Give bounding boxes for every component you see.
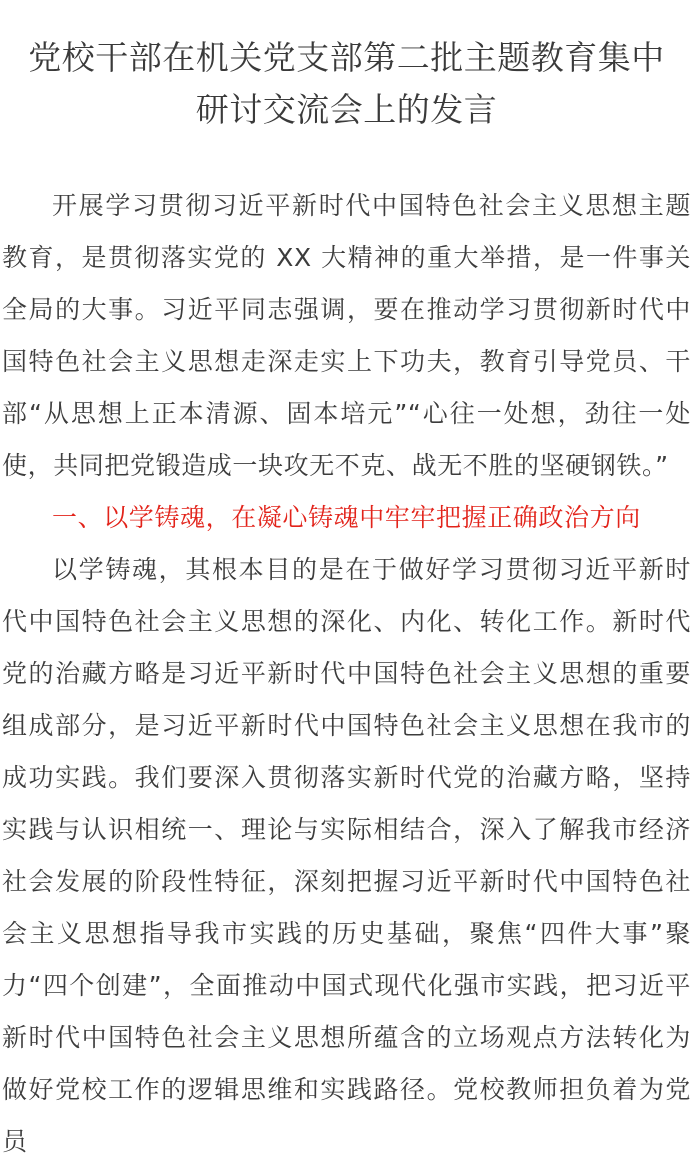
paragraph-intro: 开展学习贯彻习近平新时代中国特色社会主义思想主题教育，是贯彻落实党的 XX 大精神的重大举措，是一件事关全局的大事。习近平同志强调，要在推动学习贯彻新时代中国特色社会主义思想走深走实上下功夫，教育引导党员、干部“从思想上正本清源、固本培元”“心往一处想，劲往一处使，共同把党锻造成一块攻无不克、战无不胜的坚硬钢铁。” <box>2 191 691 480</box>
title-line-1: 党校干部在机关党支部第二批主题教育集中 <box>28 38 665 77</box>
title-line-2: 研讨交流会上的发言 <box>195 90 498 129</box>
section-heading-1: 一、以学铸魂，在凝心铸魂中牢牢把握正确政治方向 <box>52 503 641 532</box>
paragraph-section-1: 以学铸魂，其根本目的是在于做好学习贯彻习近平新时代中国特色社会主义思想的深化、内化、转化工作。新时代党的治藏方略是习近平新时代中国特色社会主义思想的重要组成部分，是习近平新时代中国特色社会主义思想在我市的成功实践。我们要深入贯彻落实新时代党的治藏方略，坚持实践与认识相统一、理论与实际相结合，深入了解我市经济社会发展的阶段性特征，深刻把握习近平新时代中国特色社会主义思想指导我市实践的历史基础，聚焦“四件大事”聚力“四个创建”，全面推动中国式现代化强市实践，把习近平新时代中国特色社会主义思想所蕴含的立场观点方法转化为做好党校工作的逻辑思维和实践路径。党校教师担负着为党员 <box>2 555 691 1156</box>
document-body <box>0 180 693 1168</box>
document-title <box>0 0 693 136</box>
